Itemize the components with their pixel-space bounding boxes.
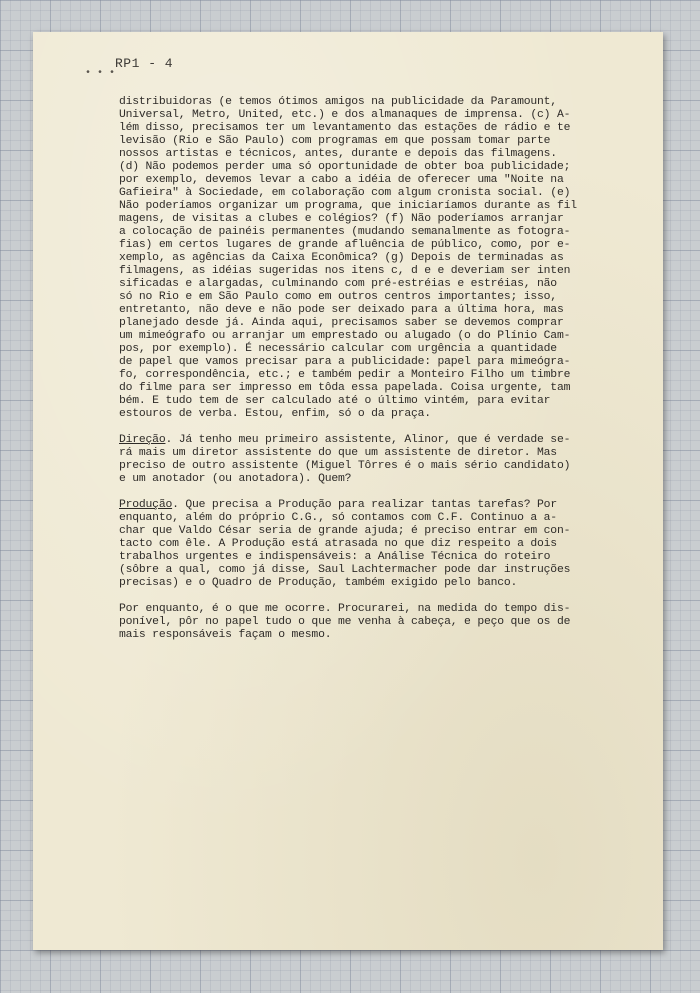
line-text: Por enquanto, é o que me ocorre. Procurarei, na medida do tempo dis- <box>119 603 571 615</box>
line-text: . Já tenho meu primeiro assistente, Alinor, que é verdade se- <box>165 434 571 446</box>
text-line <box>119 460 659 473</box>
line-text: pos, por exemplo). É necessário calcular com urgência a quantidade <box>119 343 557 355</box>
line-text: um mimeógrafo ou arranjar um emprestado ou alugado (o do Plínio Cam- <box>119 330 571 342</box>
text-line <box>119 499 659 512</box>
line-text: e um anotador (ou anotadora). Quem? <box>119 473 352 485</box>
line-text: magens, de visitas a clubes e colégios? (f) Não poderíamos arranjar <box>119 213 564 225</box>
text-line <box>119 447 659 460</box>
line-text: por exemplo, devemos levar a cabo a idéia de oferecer uma "Noite na <box>119 174 564 186</box>
line-text: sificadas e alargadas, culminando com pré-estréias e estréias, não <box>119 278 557 290</box>
paragraph <box>119 603 659 642</box>
line-text: nossos artistas e técnicos, antes, durante e depois das filmagens. <box>119 148 557 160</box>
line-text: (d) Não podemos perder uma só oportunidade de obter boa publicidade; <box>119 161 571 173</box>
text-line <box>119 265 659 278</box>
line-text: preciso de outro assistente (Miguel Tôrres é o mais sério candidato) <box>119 460 571 472</box>
text-line <box>119 369 659 382</box>
line-text: filmagens, as idéias sugeridas nos itens c, d e e deveriam ser inten <box>119 265 571 277</box>
text-line <box>119 135 659 148</box>
section-heading: Produção <box>119 499 173 511</box>
text-line <box>119 187 659 200</box>
line-text: (sôbre a qual, como já disse, Saul Lachtermacher pode dar instruções <box>119 564 571 576</box>
text-line <box>119 213 659 226</box>
text-line <box>119 551 659 564</box>
line-text: bém. E tudo tem de ser calculado até o último vintém, para evitar <box>119 395 551 407</box>
line-text: Não poderíamos organizar um programa, que iniciaríamos durante as fil <box>119 200 577 212</box>
line-text: tacto com êle. A Produção está atrasada no que diz respeito a dois <box>119 538 557 550</box>
line-text: Universal, Metro, United, etc.) e dos almanaques de imprensa. (c) A- <box>119 109 571 121</box>
paragraph <box>119 434 659 486</box>
text-line <box>119 252 659 265</box>
text-line <box>119 148 659 161</box>
line-text: só no Rio e em São Paulo como em outros centros importantes; isso, <box>119 291 557 303</box>
text-line <box>119 122 659 135</box>
line-text: Gafieira" à Sociedade, em colaboração com algum cronista social. (e) <box>119 187 571 199</box>
typed-page <box>33 32 663 950</box>
page-body <box>119 96 659 655</box>
text-line <box>119 96 659 109</box>
line-text: levisão (Rio e São Paulo) com programas em que possam tomar parte <box>119 135 551 147</box>
text-line <box>119 278 659 291</box>
line-text: rá mais um diretor assistente do que um assistente de diretor. Mas <box>119 447 557 459</box>
text-line <box>119 577 659 590</box>
text-line <box>119 356 659 369</box>
line-text: char que Valdo César seria de grande ajuda; é preciso entrar em con- <box>119 525 571 537</box>
line-text: a colocação de painéis permanentes (mudando semanalmente as fotogra- <box>119 226 571 238</box>
text-line <box>119 434 659 447</box>
line-text: mais responsáveis façam o mesmo. <box>119 629 332 641</box>
text-line <box>119 330 659 343</box>
line-text: trabalhos urgentes e indispensáveis: a Análise Técnica do roteiro <box>119 551 551 563</box>
text-line <box>119 382 659 395</box>
text-line <box>119 512 659 525</box>
line-text: . Que precisa a Produção para realizar tantas tarefas? Por <box>172 499 557 511</box>
text-line <box>119 525 659 538</box>
line-text: fo, correspondência, etc.; e também pedir a Monteiro Filho um timbre <box>119 369 571 381</box>
text-line <box>119 395 659 408</box>
line-text: fias) em certos lugares de grande afluência de público, como, por e- <box>119 239 571 251</box>
text-line <box>119 408 659 421</box>
line-text: do filme para ser impresso em tôda essa papelada. Coisa urgente, tam <box>119 382 571 394</box>
text-line <box>119 473 659 486</box>
line-text: enquanto, além do próprio C.G., só contamos com C.F. Continuo a a- <box>119 512 557 524</box>
section-heading: Direção <box>119 434 166 446</box>
line-text: ponível, pôr no papel tudo o que me venha à cabeça, e peço que os de <box>119 616 571 628</box>
text-line <box>119 109 659 122</box>
text-line <box>119 603 659 616</box>
text-line <box>119 226 659 239</box>
paragraph <box>119 499 659 590</box>
line-text: de papel que vamos precisar para a publicidade: papel para mimeógra- <box>119 356 571 368</box>
text-line <box>119 239 659 252</box>
margin-marks: • • • <box>85 68 116 79</box>
line-text: xemplo, as agências da Caixa Econômica? (g) Depois de terminadas as <box>119 252 564 264</box>
line-text: entretanto, não deve e não pode ser deixado para a última hora, mas <box>119 304 564 316</box>
line-text: distribuidoras (e temos ótimos amigos na publicidade da Paramount, <box>119 96 557 108</box>
text-line <box>119 343 659 356</box>
text-line <box>119 291 659 304</box>
text-line <box>119 174 659 187</box>
line-text: planejado desde já. Ainda aqui, precisamos saber se devemos comprar <box>119 317 564 329</box>
text-line <box>119 161 659 174</box>
line-text: estouros de verba. Estou, enfim, só o da praça. <box>119 408 431 420</box>
text-line <box>119 317 659 330</box>
text-line <box>119 538 659 551</box>
text-line <box>119 564 659 577</box>
text-line <box>119 616 659 629</box>
line-text: precisas) e o Quadro de Produção, também exigido pelo banco. <box>119 577 518 589</box>
paragraph <box>119 96 659 421</box>
text-line <box>119 629 659 642</box>
text-line <box>119 200 659 213</box>
line-text: lém disso, precisamos ter um levantamento das estações de rádio e te <box>119 122 571 134</box>
text-line <box>119 304 659 317</box>
page-header: RP1 - 4 <box>115 56 174 71</box>
